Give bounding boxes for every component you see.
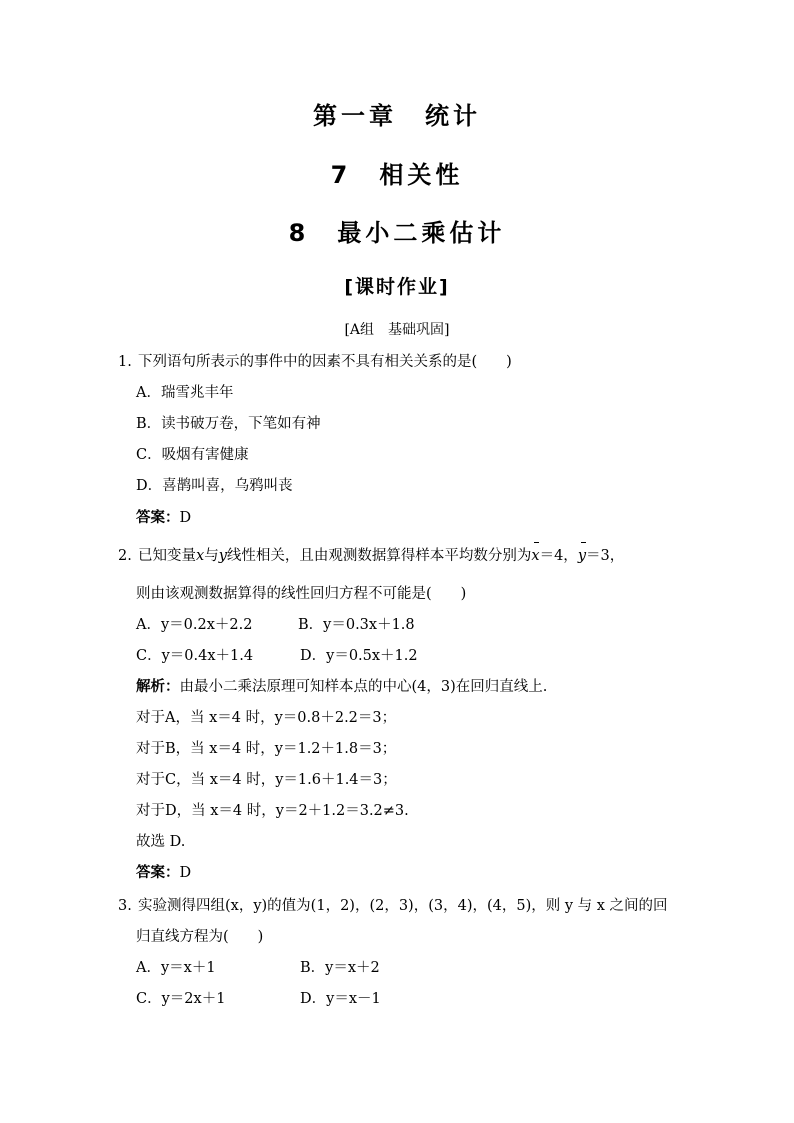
stem-text: 已知变量: [138, 548, 196, 564]
answer-value: D: [179, 865, 192, 881]
question-3-option-d: D．y＝x－1: [300, 991, 381, 1007]
stem-text: 与: [204, 548, 219, 564]
answer-label: 答案：: [136, 864, 180, 881]
analysis-conclusion: 故选 D.: [136, 834, 186, 850]
analysis-check-b: 对于B，当 x＝4 时，y＝1.2＋1.8＝3；: [136, 741, 397, 757]
question-3-number: 3.: [118, 898, 132, 914]
question-2-stem: [138, 546, 624, 566]
question-1-option-c: C．吸烟有害健康: [136, 447, 249, 463]
question-3-stem: 实验测得四组(x，y)的值为(1，2)，(2，3)，(3，4)，(4，5)，则 y 与 x 之间的回: [138, 898, 668, 914]
question-2-analysis: [136, 677, 547, 697]
analysis-text: 由最小二乘法原理可知样本点的中心(4，3)在回归直线上.: [179, 679, 548, 695]
question-1-option-b: B．读书破万卷，下笔如有神: [136, 416, 321, 432]
question-2-stem-continued: 则由该观测数据算得的线性回归方程不可能是( ): [136, 586, 467, 602]
section-title-7: 7 相关性: [330, 161, 464, 189]
question-2-number: 2.: [118, 548, 132, 564]
stem-text: ＝3，: [586, 548, 625, 564]
analysis-check-c: 对于C，当 x＝4 时，y＝1.6＋1.4＝3；: [136, 772, 397, 788]
x-bar: x: [531, 548, 540, 564]
y-bar: y: [577, 548, 587, 564]
analysis-check-a: 对于A，当 x＝4 时，y＝0.8＋2.2＝3；: [136, 710, 397, 726]
var-x: x: [196, 548, 205, 564]
answer-value: D: [179, 510, 192, 526]
question-2-option-d: D．y＝0.5x＋1.2: [300, 648, 418, 664]
analysis-label: 解析：: [136, 678, 180, 695]
question-3-option-b: B．y＝x＋2: [300, 960, 380, 976]
analysis-check-d: 对于D，当 x＝4 时，y＝2＋1.2＝3.2≠3.: [136, 803, 409, 819]
section-title-8: 8 最小二乘估计: [288, 219, 506, 247]
question-2-option-a: A．y＝0.2x＋2.2: [136, 617, 253, 633]
question-3-stem-continued: 归直线方程为( ): [136, 929, 264, 945]
homework-title: [课时作业]: [344, 276, 450, 298]
question-3-option-a: A．y＝x＋1: [136, 960, 216, 976]
question-1-stem: 下列语句所表示的事件中的因素不具有相关关系的是( ): [138, 354, 512, 370]
question-2-option-b: B．y＝0.3x＋1.8: [298, 617, 415, 633]
var-y: y: [218, 548, 227, 564]
question-1-answer: [136, 508, 191, 528]
question-2-option-c: C．y＝0.4x＋1.4: [136, 648, 254, 664]
question-1-option-d: D．喜鹊叫喜，乌鸦叫丧: [136, 478, 293, 494]
stem-text: 线性相关，且由观测数据算得样本平均数分别为: [226, 548, 532, 564]
question-3-option-c: C．y＝2x＋1: [136, 991, 226, 1007]
question-2-answer: [136, 863, 191, 883]
stem-text: ＝4，: [539, 548, 578, 564]
group-label: [A组 基础巩固]: [344, 322, 450, 338]
question-1-option-a: A．瑞雪兆丰年: [136, 385, 234, 401]
answer-label: 答案：: [136, 509, 180, 526]
chapter-title: 第一章 统计: [313, 102, 481, 130]
question-1-number: 1.: [118, 354, 132, 370]
